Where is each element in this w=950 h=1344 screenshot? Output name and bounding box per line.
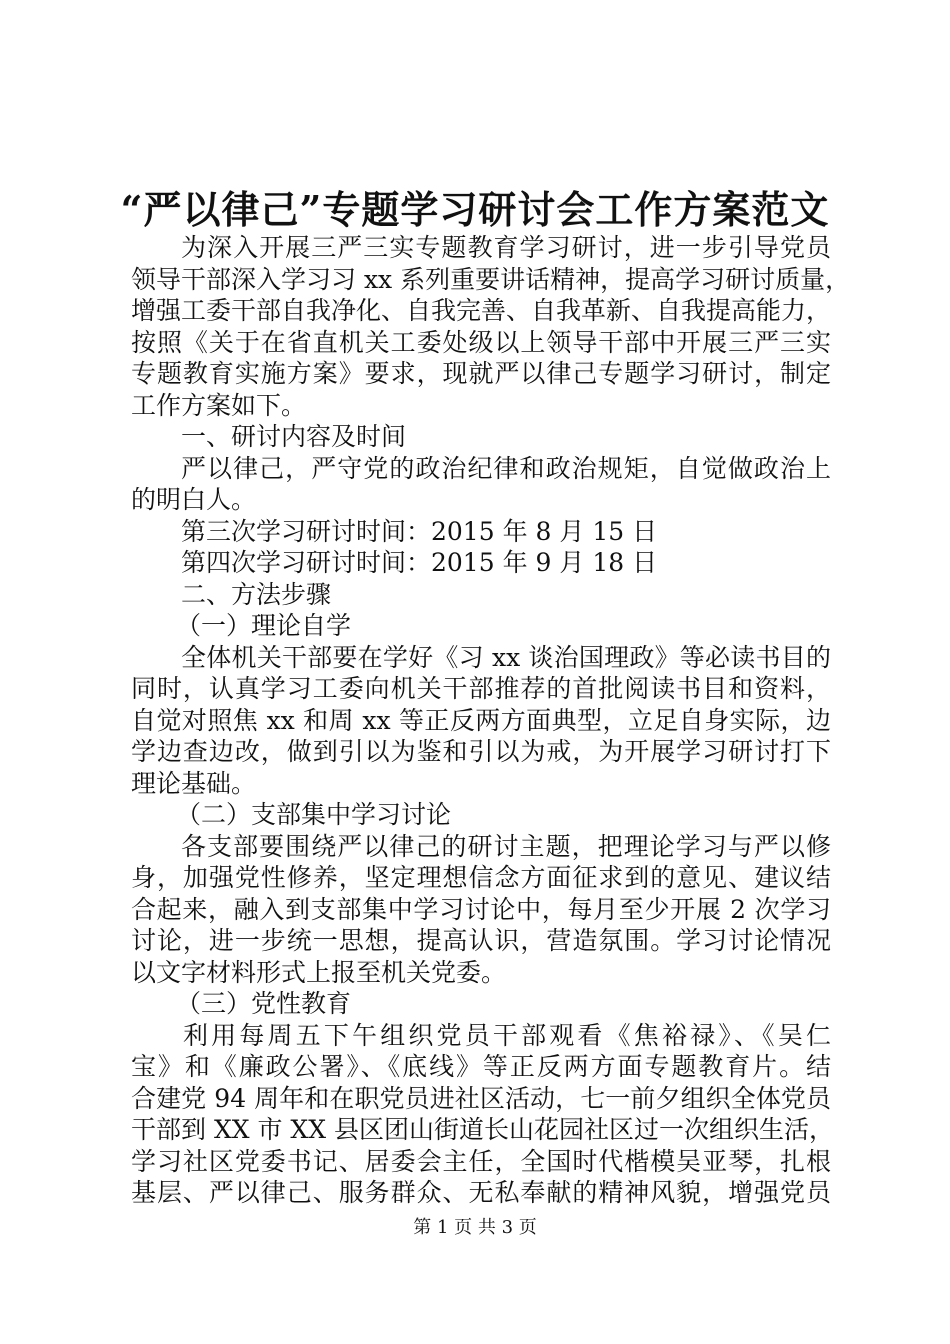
- page-number-footer: 第 1 页 共 3 页: [413, 1217, 537, 1238]
- paragraph-line: 按照《关于在省直机关工委处级以上领导干部中开展三严三实: [131, 327, 831, 357]
- paragraph-line: 利用每周五下午组织党员干部观看《焦裕禄》、《吴仁: [183, 1020, 831, 1050]
- paragraph-line: 专题教育实施方案》要求，现就严以律己专题学习研讨，制定: [131, 359, 831, 388]
- paragraph-line: 自觉对照焦 xx 和周 xx 等正反两方面典型，立足自身实际，边: [131, 705, 831, 735]
- paragraph-line: 干部到 XX 市 XX 县区团山街道长山花园社区过一次组织生活，: [131, 1115, 834, 1144]
- schedule-line: 第四次学习研讨时间：2015 年 9 月 18 日: [181, 548, 658, 577]
- section-heading: 一、研讨内容及时间: [181, 422, 407, 451]
- document-title: “严以律己”专题学习研讨会工作方案范文: [120, 187, 830, 232]
- paragraph-line: 宝》和《廉政公署》、《底线》等正反两方面专题教育片。结: [131, 1052, 831, 1081]
- paragraph-line: 同时，认真学习工委向机关干部推荐的首批阅读书目和资料，: [131, 674, 831, 703]
- paragraph-line: 合起来，融入到支部集中学习讨论中，每月至少开展 2 次学习: [131, 894, 831, 924]
- document-body: [131, 232, 851, 1209]
- subsection-heading: （一）理论自学: [176, 611, 352, 640]
- paragraph-line: 严以律己，严守党的政治纪律和政治规矩，自觉做政治上: [181, 453, 831, 483]
- paragraph-line: 以文字材料形式上报至机关党委。: [131, 957, 507, 987]
- subsection-heading: （二）支部集中学习讨论: [176, 800, 452, 829]
- paragraph-line: 工作方案如下。: [131, 390, 307, 420]
- paragraph-line: 领导干部深入学习习 xx 系列重要讲话精神，提高学习研讨质量，: [131, 264, 851, 294]
- paragraph-line: 增强工委干部自我净化、自我完善、自我革新、自我提高能力，: [131, 296, 832, 325]
- paragraph-line: 理论基础。: [131, 768, 257, 798]
- paragraph-line: 全体机关干部要在学好《习 xx 谈治国理政》等必读书目的: [181, 642, 831, 672]
- paragraph-line: 讨论，进一步统一思想，提高认识，营造氛围。学习讨论情况: [131, 926, 831, 955]
- subsection-heading: （三）党性教育: [176, 989, 352, 1018]
- schedule-line: 第三次学习研讨时间：2015 年 8 月 15 日: [181, 516, 658, 546]
- paragraph-line: 基层、严以律己、服务群众、无私奉献的精神风貌，增强党员: [131, 1178, 831, 1207]
- paragraph-line: 为深入开展三严三实专题教育学习研讨，进一步引导党员: [181, 233, 831, 262]
- section-heading: 二、方法步骤: [181, 579, 332, 609]
- paragraph-line: 学习社区党委书记、居委会主任，全国时代楷模吴亚琴，扎根: [131, 1146, 831, 1176]
- paragraph-line: 合建党 94 周年和在职党员进社区活动，七一前夕组织全体党员: [131, 1083, 831, 1113]
- paragraph-line: 各支部要围绕严以律己的研讨主题，把理论学习与严以修: [181, 831, 831, 861]
- paragraph-line: 学边查边改，做到引以为鉴和引以为戒，为开展学习研讨打下: [131, 737, 831, 766]
- paragraph-line: 身，加强党性修养，坚定理想信念方面征求到的意见、建议结: [131, 863, 831, 892]
- paragraph-line: 的明白人。: [131, 485, 257, 514]
